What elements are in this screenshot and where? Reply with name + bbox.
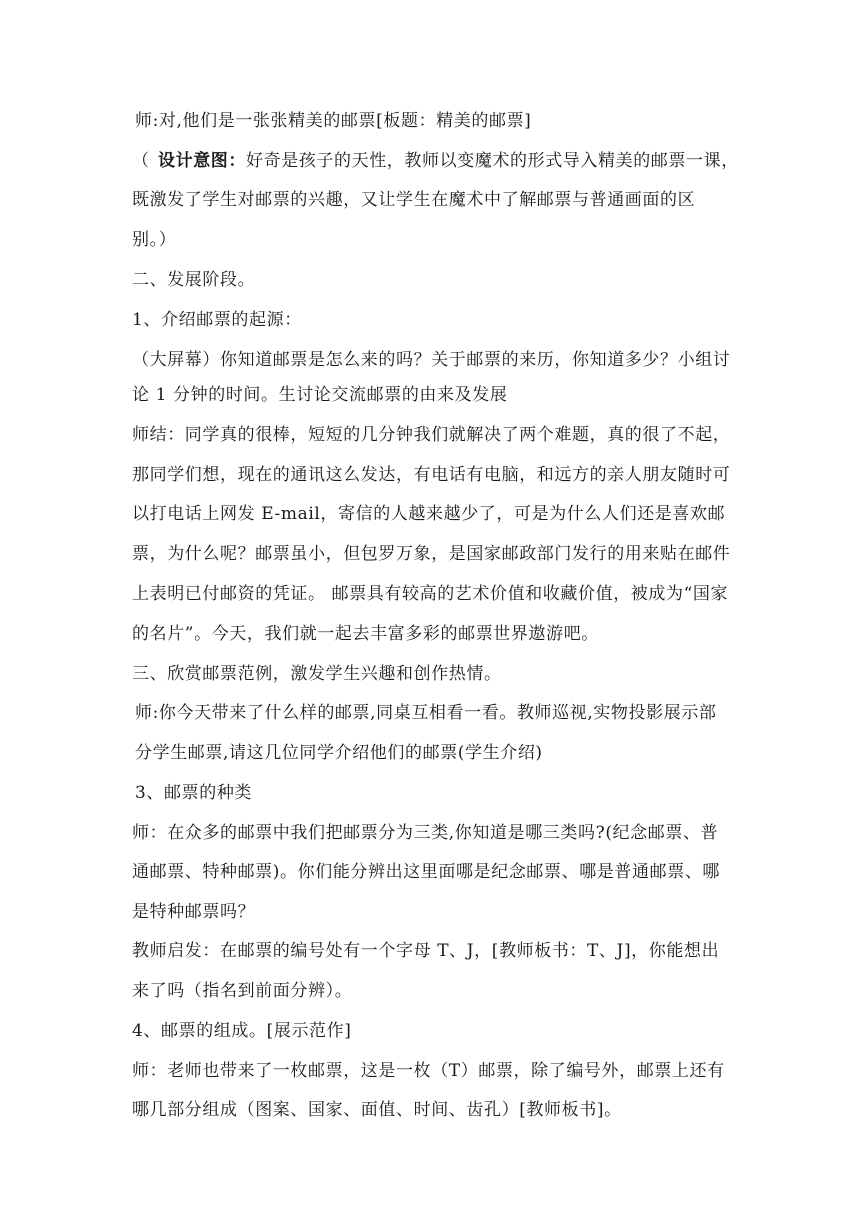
text-line: 师：老师也带来了一枚邮票，这是一枚（T）邮票，除了编号外，邮票上还有 bbox=[132, 1061, 725, 1081]
text-line: 论 1 分钟的时间。生讨论交流邮票的由来及发展 bbox=[132, 385, 508, 405]
text-line: 师结：同学真的很棒，短短的几分钟我们就解决了两个难题，真的很了不起， bbox=[132, 425, 731, 445]
text-line: 分学生邮票,请这几位同学介绍他们的邮票(学生介绍) bbox=[135, 743, 543, 763]
text-line: 好奇是孩子的天性，教师以变魔术的形式导入精美的邮票一课， bbox=[246, 151, 739, 171]
text-line: 的名片”。今天，我们就一起去丰富多彩的邮票世界遨游吧。 bbox=[132, 624, 599, 644]
text-line: 师：在众多的邮票中我们把邮票分为三类,你知道是哪三类吗?(纪念邮票、普 bbox=[132, 823, 719, 843]
text-line: （ bbox=[132, 151, 150, 171]
text-line: 哪几部分组成（图案、国家、面值、时间、齿孔）[教师板书]。 bbox=[132, 1100, 622, 1120]
text-line: 那同学们想，现在的通讯这么发达，有电话有电脑，和远方的亲人朋友随时可 bbox=[132, 465, 731, 485]
text-line: 师:对,他们是一张张精美的邮票[板题：精美的邮票] bbox=[135, 111, 532, 131]
text-line: 是特种邮票吗？ bbox=[132, 902, 256, 922]
text-line: 别。） bbox=[132, 230, 177, 250]
text-line: 上表明已付邮资的凭证。 邮票具有较高的艺术价值和收藏价值，被成为“国家 bbox=[132, 584, 729, 604]
text-line: 来了吗（指名到前面分辨）。 bbox=[132, 981, 353, 1001]
text-line: 师:你今天带来了什么样的邮票,同桌互相看一看。教师巡视,实物投影展示部 bbox=[135, 703, 717, 723]
text-line: 既激发了学生对邮票的兴趣，又让学生在魔术中了解邮票与普通画面的区 bbox=[132, 190, 696, 210]
subsection-heading: 4、邮票的组成。[展示范作] bbox=[132, 1021, 352, 1041]
text-line: 以打电话上网发 E-mail，寄信的人越来越少了，可是为什么人们还是喜欢邮 bbox=[132, 504, 726, 524]
text-line: （大屏幕）你知道邮票是怎么来的吗？关于邮票的来历，你知道多少？小组讨 bbox=[132, 350, 731, 370]
subsection-heading: 3、邮票的种类 bbox=[135, 783, 253, 803]
section-heading: 三、欣赏邮票范例，激发学生兴趣和创作热情。 bbox=[132, 664, 502, 684]
text-line: 通邮票、特种邮票)。你们能分辨出这里面哪是纪念邮票、哪是普通邮票、哪 bbox=[132, 862, 721, 882]
subsection-heading: 1、介绍邮票的起源： bbox=[132, 310, 302, 330]
text-line: 教师启发：在邮票的编号处有一个字母 T、J，[教师板书：T、J]，你能想出 bbox=[132, 941, 720, 961]
section-heading: 二、发展阶段。 bbox=[132, 270, 256, 290]
design-intent-label: 设计意图： bbox=[158, 151, 246, 171]
text-line: 票，为什么呢？邮票虽小，但包罗万象，是国家邮政部门发行的用来贴在邮件 bbox=[132, 544, 731, 564]
